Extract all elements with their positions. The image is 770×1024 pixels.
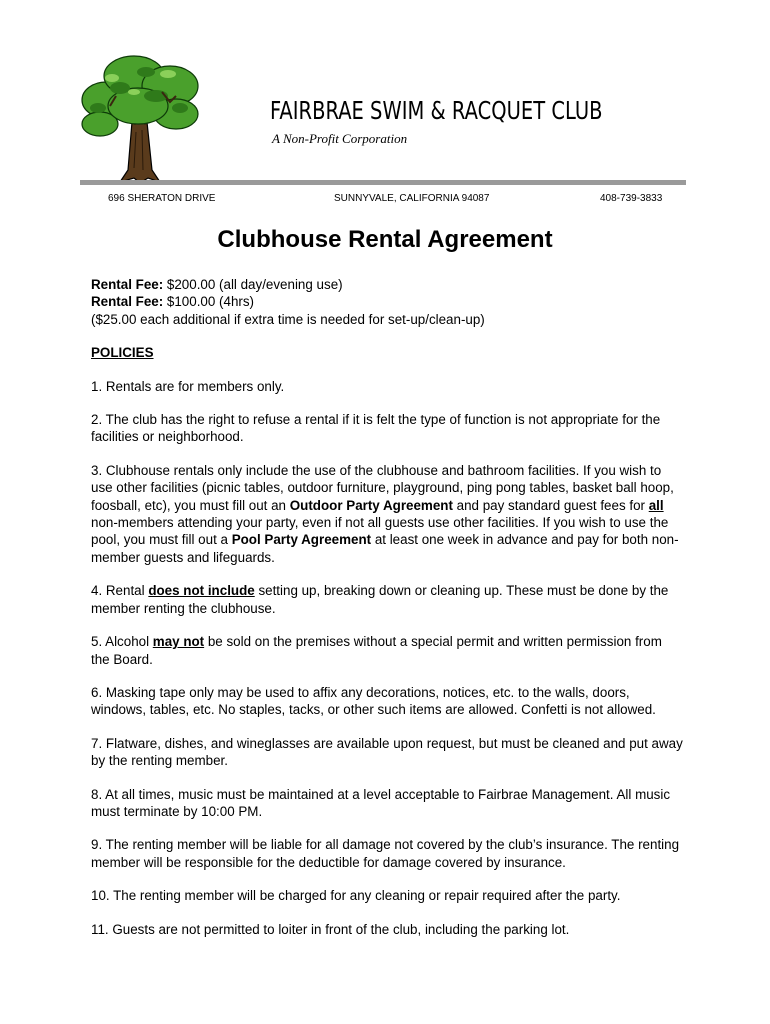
policy-text: and pay standard guest fees for (452, 497, 649, 513)
policy-item: 8. At all times, music must be maintained at a level acceptable to Fairbrae Management. All music must terminate by 10:00 PM. (91, 786, 671, 819)
policy-text: non-members attending your party, even if not all guests use other facilities. If you wish to use the pool, you must fill out a (91, 515, 669, 548)
policy-text: 3. Clubhouse rentals only include the use of the clubhouse and bathroom facilities. If you wish to use other facilities (picnic tables, outdoor furniture, playground, ping pong tables, basket ball hoop, foosball, etc), you must fill out an (91, 462, 674, 513)
policy-item: 1. Rentals are for members only. (91, 378, 285, 394)
rental-fee-line (91, 276, 683, 293)
document-title: Clubhouse Rental Agreement (217, 226, 553, 253)
pool-party-agreement: Pool Party Agreement (231, 532, 372, 548)
phone-number: 408-739-3833 (600, 193, 663, 204)
policies-heading: POLICIES (91, 345, 154, 361)
policy-text: 4. Rental (91, 583, 149, 599)
policy-item (91, 582, 683, 617)
policy-item (91, 462, 683, 566)
policy-text: be sold on the premises without a special permit and written permission from the Board. (91, 634, 662, 667)
club-subtitle: A Non-Profit Corporation (272, 131, 408, 146)
rental-fee-value: $100.00 (4hrs) (163, 294, 254, 310)
emphasis-does-not-include: does not include (148, 583, 255, 599)
emphasis-may-not: may not (152, 634, 205, 650)
fee-note: ($25.00 each additional if extra time is needed for set-up/clean-up) (91, 311, 485, 327)
policy-item: 2. The club has the right to refuse a rental if it is felt the type of function is not appropriate for the facilities or neighborhood. (91, 412, 661, 445)
address-street: 696 SHERATON DRIVE (108, 193, 216, 204)
policy-text: 5. Alcohol (91, 634, 153, 650)
rental-fee-line (91, 293, 683, 310)
outdoor-party-agreement: Outdoor Party Agreement (289, 497, 453, 513)
policy-item: 6. Masking tape only may be used to affix any decorations, notices, etc. to the walls, doors, windows, tables, etc. No staples, tacks, or other such items are allowed. Confetti is not allowed. (91, 684, 656, 718)
rental-fee-label: Rental Fee: (91, 294, 164, 310)
rental-fee-label: Rental Fee: (91, 277, 164, 292)
policy-item: 9. The renting member will be liable for all damage not covered by the club’s insurance. The renting member will be responsible for the deductible for damage covered by insurance. (91, 837, 680, 870)
policy-item: 11. Guests are not permitted to loiter in front of the club, including the parking lot. (91, 921, 570, 937)
oak-tree-icon (76, 52, 202, 184)
address-city: SUNNYVALE, CALIFORNIA 94087 (334, 193, 490, 204)
policy-text: setting up, breaking down or cleaning up. These must be done by the member renting the clubhouse. (91, 583, 669, 616)
policy-item: 7. Flatware, dishes, and wineglasses are available upon request, but must be cleaned and put away by the renting member. (91, 735, 683, 769)
policy-text: at least one week in advance and pay for both non-member guests and lifeguards. (91, 532, 679, 565)
club-name: FAIRBRAE SWIM & RACQUET CLUB (270, 96, 603, 125)
emphasis-all: all (648, 497, 664, 513)
header-divider (80, 180, 686, 185)
rental-fee-value: $200.00 (all day/evening use) (163, 277, 343, 292)
document-body (91, 276, 683, 938)
policy-item: 10. The renting member will be charged for any cleaning or repair required after the party. (91, 888, 621, 904)
policy-item (91, 633, 683, 668)
